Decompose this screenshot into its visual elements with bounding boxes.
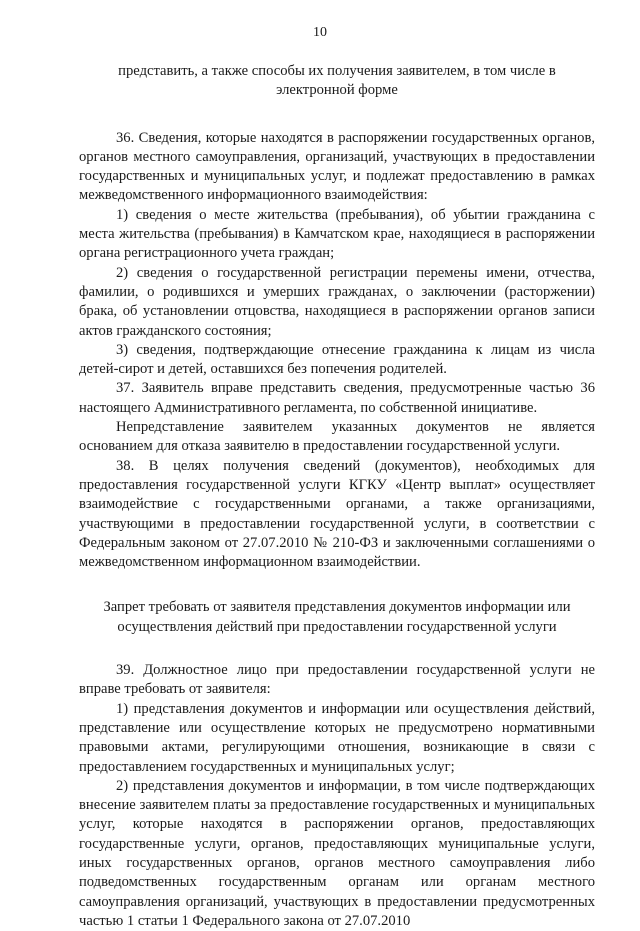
paragraph-37-note: Непредставление заявителем указанных документов не является основанием для отказа заявителю в предоставлении государственной услуги. xyxy=(79,419,595,455)
heading-line: представить, а также способы их получения заявителем, в том числе в xyxy=(118,63,556,79)
paragraph-36-item-2: 2) сведения о государственной регистрации перемены имени, отчества, фамилии, о родившихся и умерших гражданах, о заключении (расторжении) брака, об установлении отцовства, находящиеся в распоряжении органов записи актов гражданского состояния; xyxy=(79,264,595,339)
page-number: 10 xyxy=(313,25,327,40)
document-body xyxy=(79,62,595,931)
section-heading-2 xyxy=(79,598,595,637)
paragraph-36: 36. Сведения, которые находятся в распоряжении государственных органов, органов местного самоуправления, организаций, участвующих в предоставлении государственных и муниципальных услуг, и подлежат предоставлению в рамках межведомственного информационного взаимодействия: xyxy=(79,129,595,204)
paragraph-37: 37. Заявитель вправе представить сведения, предусмотренные частью 36 настоящего Административного регламента, по собственной инициативе. xyxy=(79,380,595,416)
paragraph-38: 38. В целях получения сведений (документов), необходимых для предоставления государственной услуги КГКУ «Центр выплат» осуществляет взаимодействие с государственными органами, а также организациями, участвующими в предоставлении государственной услуги, в соответствии с Федеральным законом от 27.07.2010 № 210-ФЗ и заключенными соглашениями о межведомственном информационном взаимодействии. xyxy=(79,457,595,571)
heading-line: Запрет требовать от заявителя представления документов информации или xyxy=(103,599,571,616)
section-1 xyxy=(79,129,595,573)
heading-line: осуществления действий при предоставлении государственной услуги xyxy=(117,618,557,635)
heading-line: электронной форме xyxy=(276,82,398,99)
paragraph-36-item-1: 1) сведения о месте жительства (пребывания), об убытии гражданина с места жительства (пребывания) в Камчатском крае, находящиеся в распоряжении органа регистрационного учета граждан; xyxy=(79,206,595,262)
section-heading-1 xyxy=(79,62,595,101)
paragraph-39-item-1: 1) представления документов и информации или осуществления действий, представление или осуществление которых не предусмотрено нормативными правовыми актами, регулирующими отношения, возникающие в связи с предоставлением государственных и муниципальных услуг; xyxy=(79,700,595,775)
paragraph-39: 39. Должностное лицо при предоставлении государственной услуги не вправе требовать от заявителя: xyxy=(79,662,595,698)
paragraph-39-item-2: 2) представления документов и информации, в том числе подтверждающих внесение заявителем платы за предоставление государственных и муниципальных услуг, которые находятся в распоряжении органов, предоставляющих государственные услуги, органов, предоставляющих муниципальные услуги, иных государственных органов, органов местного самоуправления либо подведомственных государственным органам или органам местного самоуправления организаций, участвующих в предоставлении предусмотренных частью 1 статьи 1 Федерального закона от 27.07.2010 xyxy=(79,777,595,929)
paragraph-36-item-3: 3) сведения, подтверждающие отнесение гражданина к лицам из числа детей-сирот и детей, оставшихся без попечения родителей. xyxy=(79,341,595,378)
section-2 xyxy=(79,661,595,931)
